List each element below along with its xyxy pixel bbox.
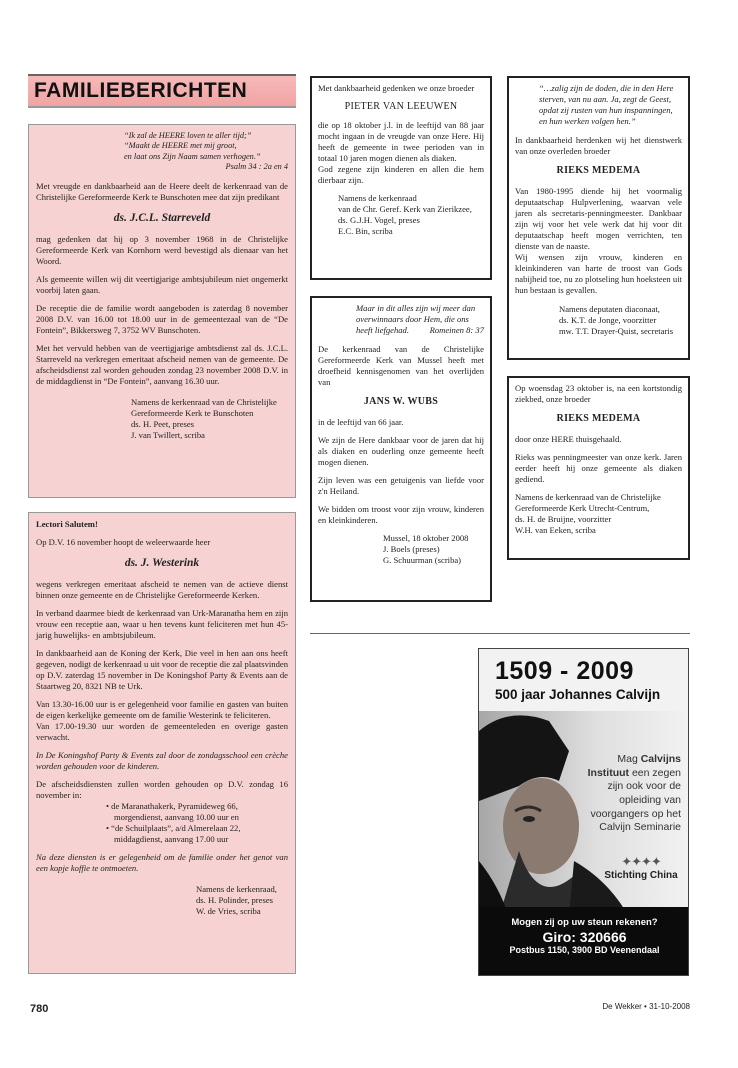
notice-westerink: Lectori Salutem! Op D.V. 16 november hoopt de weleerwaarde heer ds. J. Westerink wegens verkregen emeritaat afscheid te nemen van de actieve dienst binnen onze gemeente en de Christelijke Gereformeerde Kerken. In verband daarmee biedt de kerkenraad van Urk-Maranatha hem en zijn vrouw een receptie aan, waar u hen tevens kunt feliciteren met hun 45-jarig huwelijks- en ambtsjubileum. In dankbaarheid aan de Koning der Kerk, Die veel in hen aan ons heeft gegeven, nodigt de kerkenraad u uit voor de receptie die zal plaatsvinden op D.V. zaterdag 15 november in De Koningshof Party & Events aan de Staartweg 20, 8321 NB te Urk. Van 13.30-16.00 uur is er gelegenheid voor familie en gasten van buiten de eigen kerkelijke gemeente om de familie Westerink te feliciteren. Van 17.00-19.30 uur worden de gemeenteleden en overige gasten verwacht. In De Koningshof Party & Events zal door de zondagsschool een crèche worden gehouden voor de kinderen. De afscheidsdiensten zullen worden gehouden op D.V. zondag 16 november in: • de Maranathakerk, Pyramideweg 66, morgendienst, aanvang 10.00 uur en • “de Schuilplaats”, a/d Almerelaan 22, middagdienst, aanvang 17.00 uur Na deze diensten is er gelegenheid om de familie onder het genot van een kopje koffie te ontmoeten. Namens de kerkenraad, ds. H. Polinder, preses W. de Vries, scriba	[28, 512, 296, 974]
ad-footer: Mogen zij op uw steun rekenen? Giro: 320666 Postbus 1150, 3900 BD Veenendaal	[479, 907, 689, 976]
service-list: • de Maranathakerk, Pyramideweg 66, morgendienst, aanvang 10.00 uur en • “de Schuilplaats”, a/d Almerelaan 22, middagdienst, aanvang 17.00 uur	[106, 801, 288, 845]
notice-quote: “Ik zal de HEERE loven te aller tijd;” “Maakt de HEERE met mij groot, en laat ons Zijn Naam samen verhogen.” Psalm 34 : 2a en 4	[124, 131, 288, 172]
masthead-title: FAMILIEBERICHTEN	[34, 79, 248, 102]
page-number: 780	[30, 1003, 49, 1015]
notice-name: PIETER VAN LEEUWEN	[344, 101, 458, 112]
notice-greeting: Lectori Salutem!	[36, 519, 98, 529]
notice-name: RIEKS MEDEMA	[556, 165, 641, 176]
notice-name: ds. J.C.L. Starreveld	[113, 212, 211, 225]
notice-medema-deputaten: “…zalig zijn de doden, die in den Here sterven, van nu aan. Ja, zegt de Geest, opdat zij rusten van hun inspanningen, en hun werken volgen hen.” In dankbaarheid herdenken wij het dienstwerk van onze overleden broeder RIEKS MEDEMA Van 1980-1995 diende hij het voormalig deputaatschap Hulpverlening, waarvan vele jaren als secretaris-penningmeester. Dankbaar zijn wij voor het vele werk dat hij voor dit deputaatschap heeft mogen verrichten, ten dienste van de naaste. Wij wensen zijn vrouw, kinderen en kleinkinderen van harte de troost van Gods nabijheid toe, nu zo plotseling hun hoeksteen uit hun bestaan is gevallen. Namens deputaten diaconaat, ds. K.T. de Jonge, voorzitter mw. T.T. Drayer-Quist, secretaris	[507, 76, 690, 360]
notice-signature: Namens de kerkenraad van de Christelijke Gereformeerde Kerk Utrecht-Centrum, ds. H. de Bruijne, voorzitter W.H. van Eeken, scriba	[515, 491, 661, 535]
notice-name: ds. J. Westerink	[124, 557, 200, 569]
notice-signature: Namens deputaten diaconaat, ds. K.T. de Jonge, voorzitter mw. T.T. Drayer-Quist, secretaris	[559, 303, 674, 336]
ad-subtitle: 500 jaar Johannes Calvijn	[495, 687, 661, 702]
notice-quote: Maar in dit alles zijn wij meer dan overwinnaars door Hem, die ons heeft liefgehad. Romeinen 8: 37	[356, 303, 484, 335]
notice-signature: Namens de kerkenraad van de Chr. Geref. Kerk van Zierikzee, ds. G.J.H. Vogel, preses E.C. Bin, scriba	[338, 192, 472, 236]
masthead	[28, 74, 296, 108]
notice-name: RIEKS MEDEMA	[556, 413, 641, 424]
ad-years: 1509 - 2009	[495, 657, 634, 685]
notice-signature: Mussel, 18 oktober 2008 J. Boels (preses) G. Schuurman (scriba)	[383, 532, 469, 565]
calvijn-advertisement[interactable]	[478, 648, 689, 976]
notice-name: JANS W. WUBS	[363, 396, 439, 407]
notice-wubs: Maar in dit alles zijn wij meer dan overwinnaars door Hem, die ons heeft liefgehad. Romeinen 8: 37 De kerkenraad van de Christelijke Gereformeerde Kerk van Mussel heeft met droefheid kennisgenomen van het overlijden van JANS W. WUBS in de leeftijd van 66 jaar. We zijn de Here dankbaar voor de jaren dat hij als diaken en ouderling onze gemeente heeft mogen dienen. Zijn leven was een getuigenis van liefde voor z'n Heiland. We bidden om troost voor zijn vrouw, kinderen en kleinkinderen. Mussel, 18 oktober 2008 J. Boels (preses) G. Schuurman (scriba)	[310, 296, 492, 602]
notice-starreveld: “Ik zal de HEERE loven te aller tijd;” “Maakt de HEERE met mij groot, en laat ons Zijn Naam samen verhogen.” Psalm 34 : 2a en 4 Met vreugde en dankbaarheid aan de Heere deelt de kerkenraad van de Christelijke Gereformeerde Kerk te Bunschoten mee dat zijn predikant ds. J.C.L. Starreveld mag gedenken dat hij op 3 november 1968 in de Christelijke Gereformeerde Kerk van Kornhorn werd bevestigd als dienaar van het Woord. Als gemeente willen wij dit veertigjarige ambtsjubileum niet ongemerkt voorbij laten gaan. De receptie die de familie wordt aangeboden is zaterdag 8 november 2008 D.V. van 16.00 tot 18.00 uur in de gemeentezaal van de “De Fontein”, Bikkersweg 7, 3752 WV Bunschoten. Met het vervuld hebben van de veertigjarige ambtsdienst zal ds. J.C.L. Starreveld na verkregen emeritaat afscheid nemen van de gemeente. De afscheidsdienst zal worden gehouden zondag 23 november 2008 D.V. in de middagdienst in “De Fontein”, aanvang 16.30 uur. Namens de kerkenraad van de Christelijke Gereformeerde Kerk te Bunschoten ds. H. Peet, preses J. van Twillert, scriba	[28, 124, 296, 498]
divider	[310, 633, 690, 634]
notice-signature: Namens de kerkenraad van de Christelijke Gereformeerde Kerk te Bunschoten ds. H. Peet, preses J. van Twillert, scriba	[131, 397, 277, 441]
notice-medema-utrecht: Op woensdag 23 oktober is, na een kortstondig ziekbed, onze broeder RIEKS MEDEMA door onze HERE thuisgehaald. Rieks was penningmeester van onze kerk. Jaren eerder heeft hij onze gemeente als diaken gediend. Namens de kerkenraad van de Christelijke Gereformeerde Kerk Utrecht-Centrum, ds. H. de Bruijne, voorzitter W.H. van Eeken, scriba	[507, 376, 690, 560]
footer-source: De Wekker • 31-10-2008	[602, 1002, 690, 1011]
stichting-china-logo: ✦✦✦✦ Stichting China	[597, 854, 685, 881]
list-item: • de Maranathakerk, Pyramideweg 66,	[106, 800, 238, 811]
ad-blurb: Mag Calvijns Instituut een zegen zijn ook voor de opleiding van voorgangers op het Calvijn Seminarie	[587, 753, 681, 834]
notice-van-leeuwen: Met dankbaarheid gedenken we onze broeder PIETER VAN LEEUWEN die op 18 oktober j.l. in de leeftijd van 88 jaar mocht ingaan in de vreugde van onze Here. Hij heeft de gemeente in twee perioden van in totaal 10 jaren mogen dienen als diaken. God zegene zijn kinderen en allen die hem dierbaar zijn. Namens de kerkenraad van de Chr. Geref. Kerk van Zierikzee, ds. G.J.H. Vogel, preses E.C. Bin, scriba	[310, 76, 492, 280]
notice-intro: Met vreugde en dankbaarheid aan de Heere deelt de kerkenraad van de Christelijke Gereformeerde Kerk te Bunschoten mee dat zijn predikant	[36, 181, 288, 203]
notice-quote: “…zalig zijn de doden, die in den Here sterven, van nu aan. Ja, zegt de Geest, opdat zij rusten van hun inspanningen, en hun werken volgen hen.”	[539, 83, 674, 126]
list-item: • “de Schuilplaats”, a/d Almerelaan 22,	[106, 822, 241, 833]
notice-signature: Namens de kerkenraad, ds. H. Polinder, preses W. de Vries, scriba	[196, 883, 277, 916]
figures-icon: ✦✦✦✦	[621, 854, 661, 869]
